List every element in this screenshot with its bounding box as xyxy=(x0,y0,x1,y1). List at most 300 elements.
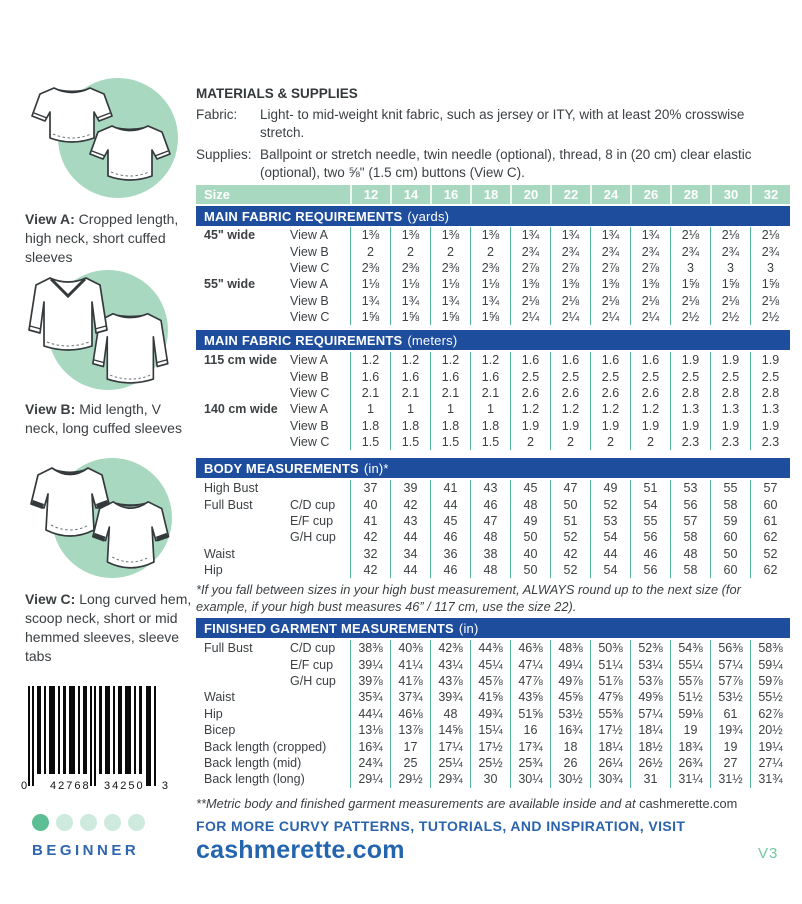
table-row xyxy=(196,293,790,309)
table-cell: 14⅝ xyxy=(430,722,470,738)
table-cell: 2¼ xyxy=(550,309,590,325)
table-cell: 1⅜ xyxy=(350,227,390,243)
row-label xyxy=(204,530,290,544)
table-cell: 1.2 xyxy=(390,352,430,368)
table-cell: 1.9 xyxy=(630,418,670,434)
table-cell: 30½ xyxy=(550,771,590,787)
table-cell: 49⅞ xyxy=(550,673,590,689)
table-cell: 1¾ xyxy=(630,227,670,243)
table-cell: 31¾ xyxy=(750,771,790,787)
table-cell: 44¼ xyxy=(350,706,390,722)
table-cell: 17¾ xyxy=(510,738,550,754)
row-label: 140 cm wide xyxy=(204,402,278,417)
table-cell: 1.3 xyxy=(750,401,790,417)
table-cell: 18½ xyxy=(630,738,670,754)
view-b-desc: Mid length, V neck, long cuffed sleeves xyxy=(25,401,182,437)
table-row xyxy=(196,243,790,259)
table-cell: 56⅜ xyxy=(710,640,750,656)
view-a-label: View A: xyxy=(25,211,75,227)
table-cell: 2 xyxy=(350,243,390,259)
supplies-row xyxy=(196,146,790,182)
view-c-desc: Long curved hem, scoop neck, short or mid hemmed sleeves, sleeve tabs xyxy=(25,591,192,665)
table-cell: 1.2 xyxy=(350,352,390,368)
row-sublabel xyxy=(290,547,350,561)
table-row xyxy=(196,529,790,545)
table-cell: 20½ xyxy=(750,722,790,738)
table-cell: 2¾ xyxy=(630,243,670,259)
table-cell: 2.8 xyxy=(710,385,750,401)
table-cell: 34 xyxy=(390,546,430,562)
table-cell: 58⅜ xyxy=(750,640,790,656)
skill-level-label: BEGINNER xyxy=(32,842,140,859)
supplies-label: Supplies: xyxy=(196,147,252,162)
barcode-digits xyxy=(21,778,168,792)
table-cell: 2 xyxy=(590,434,630,450)
row-sublabel xyxy=(290,563,350,577)
table-body-measurements xyxy=(196,480,790,578)
table-cell: 62 xyxy=(750,562,790,578)
table-cell: 56 xyxy=(670,496,710,512)
view-a-desc: Cropped length, high neck, short cuffed sleeves xyxy=(25,211,179,266)
table-cell: 44 xyxy=(430,496,470,512)
table-cell: 54⅜ xyxy=(670,640,710,656)
table-cell: 1.5 xyxy=(390,434,430,450)
table-cell: 2⅛ xyxy=(750,293,790,309)
table-cell: 2¾ xyxy=(510,243,550,259)
view-b-caption xyxy=(25,400,193,438)
row-sublabel: View A xyxy=(290,353,328,368)
table-cell: 29¾ xyxy=(430,771,470,787)
table-cell: 29¼ xyxy=(350,771,390,787)
table-cell: 24¾ xyxy=(350,755,390,771)
table-cell: 54 xyxy=(590,562,630,578)
row-sublabel xyxy=(290,723,350,737)
table-cell: 2⅜ xyxy=(470,260,510,276)
row-label: 55" wide xyxy=(204,277,256,292)
table-cell: 53⅞ xyxy=(630,673,670,689)
table-cell: 38⅜ xyxy=(350,640,390,656)
barcode xyxy=(21,686,168,798)
row-label: Hip xyxy=(204,706,223,721)
table-cell: 2¾ xyxy=(710,243,750,259)
table-cell: 55½ xyxy=(750,689,790,705)
table-cell: 43 xyxy=(470,480,510,496)
table-cell: 30¼ xyxy=(510,771,550,787)
table-cell: 59 xyxy=(710,513,750,529)
table-cell: 29½ xyxy=(390,771,430,787)
table-row xyxy=(196,401,790,417)
table-cell: 2⅛ xyxy=(750,227,790,243)
table-cell: 2⅜ xyxy=(390,260,430,276)
table-row xyxy=(196,689,790,705)
table-cell: 49 xyxy=(590,480,630,496)
table-cell: 1¾ xyxy=(430,293,470,309)
barcode-digit-lead: 0 xyxy=(21,780,28,792)
table-cell: 2.5 xyxy=(710,368,750,384)
table-cell: 2⅞ xyxy=(630,260,670,276)
barcode-digits-left: 42768 xyxy=(50,780,91,792)
table-cell: 2.5 xyxy=(750,368,790,384)
banner-meters-title: MAIN FABRIC REQUIREMENTS xyxy=(204,332,403,348)
supplies-text: Ballpoint or stretch needle, twin needle (optional), thread, 8 in (20 cm) clear elastic (optional), two ⅝" (1.5 cm) buttons (View C). xyxy=(260,147,752,180)
table-cell: 1.5 xyxy=(470,434,510,450)
metric-footnote xyxy=(196,796,792,813)
table-cell: 1¾ xyxy=(510,227,550,243)
row-label: 45" wide xyxy=(204,228,256,243)
table-cell: 1.9 xyxy=(670,352,710,368)
table-cell: 49¾ xyxy=(470,706,510,722)
table-cell: 2⅜ xyxy=(430,260,470,276)
table-cell: 2¾ xyxy=(550,243,590,259)
table-cell: 2⅛ xyxy=(510,293,550,309)
table-cell: 2 xyxy=(430,243,470,259)
table-cell: 41⅝ xyxy=(470,689,510,705)
table-cell: 3 xyxy=(670,260,710,276)
table-cell: 2 xyxy=(390,243,430,259)
table-cell: 41 xyxy=(350,513,390,529)
row-sublabel: G/H cup xyxy=(290,530,336,545)
table-cell: 1.9 xyxy=(550,418,590,434)
table-row xyxy=(196,640,790,656)
table-cell: 57 xyxy=(750,480,790,496)
barcode-digit-check: 3 xyxy=(161,780,168,792)
table-cell: 42 xyxy=(390,496,430,512)
table-row xyxy=(196,656,790,672)
difficulty-dot-filled xyxy=(32,814,49,831)
table-cell: 2⅛ xyxy=(590,293,630,309)
table-cell: 58 xyxy=(670,529,710,545)
table-cell: 53¼ xyxy=(630,656,670,672)
table-cell: 36 xyxy=(430,546,470,562)
row-sublabel: C/D cup xyxy=(290,641,336,656)
row-label: High Bust xyxy=(204,481,259,496)
table-cell: 37 xyxy=(350,480,390,496)
table-cell: 48 xyxy=(470,529,510,545)
row-sublabel: C/D cup xyxy=(290,497,336,512)
table-cell: 47¼ xyxy=(510,656,550,672)
table-cell: 1.6 xyxy=(390,368,430,384)
table-cell: 44⅜ xyxy=(470,640,510,656)
table-cell: 48⅜ xyxy=(550,640,590,656)
table-cell: 16¾ xyxy=(350,738,390,754)
row-label xyxy=(204,435,290,449)
view-b-label: View B: xyxy=(25,401,76,417)
table-cell: 44 xyxy=(590,546,630,562)
table-cell: 52 xyxy=(550,529,590,545)
table-cell: 2¾ xyxy=(590,243,630,259)
table-cell: 44 xyxy=(390,529,430,545)
table-cell: 2 xyxy=(470,243,510,259)
table-cell: 1.9 xyxy=(750,352,790,368)
table-cell: 1 xyxy=(350,401,390,417)
table-cell: 43⅝ xyxy=(510,689,550,705)
size-col-header: 22 xyxy=(550,185,590,204)
table-cell: 61 xyxy=(710,706,750,722)
view-b-illustration xyxy=(18,262,180,400)
table-cell: 1.2 xyxy=(510,401,550,417)
table-cell: 31 xyxy=(630,771,670,787)
table-cell: 1¾ xyxy=(390,293,430,309)
table-cell: 1⅜ xyxy=(470,227,510,243)
table-cell: 1⅛ xyxy=(390,276,430,292)
row-label: Back length (long) xyxy=(204,772,305,787)
difficulty-dot-empty xyxy=(80,814,97,831)
table-row xyxy=(196,418,790,434)
table-row xyxy=(196,352,790,368)
table-cell: 57¼ xyxy=(630,706,670,722)
table-cell: 1.6 xyxy=(630,352,670,368)
row-label: Back length (mid) xyxy=(204,755,302,770)
table-cell: 2½ xyxy=(710,309,750,325)
table-cell: 26¾ xyxy=(670,755,710,771)
fabric-text: Light- to mid-weight knit fabric, such as jersey or ITY, with at least 20% crosswise stretch. xyxy=(260,107,745,140)
banner-yards xyxy=(196,206,790,226)
table-cell: 40 xyxy=(510,546,550,562)
table-cell: 52 xyxy=(550,562,590,578)
row-sublabel: View C xyxy=(290,435,330,450)
view-c-label: View C: xyxy=(25,591,76,607)
table-cell: 51⅝ xyxy=(510,706,550,722)
table-cell: 1.2 xyxy=(550,401,590,417)
table-cell: 50 xyxy=(710,546,750,562)
table-cell: 55 xyxy=(630,513,670,529)
table-cell: 1⅝ xyxy=(750,276,790,292)
table-row xyxy=(196,738,790,754)
table-finished-measurements xyxy=(196,640,790,788)
banner-meters xyxy=(196,330,790,350)
table-row xyxy=(196,673,790,689)
table-cell: 16¾ xyxy=(550,722,590,738)
table-cell: 2.3 xyxy=(670,434,710,450)
table-cell: 25¼ xyxy=(430,755,470,771)
table-cell: 25 xyxy=(390,755,430,771)
table-cell: 46 xyxy=(430,562,470,578)
row-sublabel xyxy=(290,740,350,754)
banner-meters-unit: (meters) xyxy=(407,332,458,348)
row-label xyxy=(204,245,290,259)
difficulty-dot-empty xyxy=(128,814,145,831)
row-sublabel: E/F cup xyxy=(290,513,334,528)
table-cell: 2¾ xyxy=(670,243,710,259)
table-cell: 50 xyxy=(510,529,550,545)
table-cell: 2 xyxy=(550,434,590,450)
table-cell: 18¼ xyxy=(630,722,670,738)
table-cell: 59⅞ xyxy=(750,673,790,689)
table-cell: 43¼ xyxy=(430,656,470,672)
table-cell: 49 xyxy=(510,513,550,529)
table-row xyxy=(196,722,790,738)
table-cell: 52 xyxy=(750,546,790,562)
table-cell: 2¼ xyxy=(510,309,550,325)
row-label xyxy=(204,658,290,672)
table-cell: 1.5 xyxy=(350,434,390,450)
row-label xyxy=(204,419,290,433)
table-cell: 1.9 xyxy=(510,418,550,434)
table-cell: 57⅞ xyxy=(710,673,750,689)
table-cell: 1.2 xyxy=(630,401,670,417)
table-cell: 41⅞ xyxy=(390,673,430,689)
table-cell: 1⅝ xyxy=(390,309,430,325)
size-header-row xyxy=(196,185,790,204)
table-cell: 16 xyxy=(510,722,550,738)
table-cell: 27¼ xyxy=(750,755,790,771)
table-cell: 1.8 xyxy=(470,418,510,434)
table-cell: 1.6 xyxy=(590,352,630,368)
materials-title: MATERIALS & SUPPLIES xyxy=(196,86,358,101)
table-cell: 1 xyxy=(390,401,430,417)
difficulty-dot-empty xyxy=(104,814,121,831)
table-cell: 2.1 xyxy=(470,385,510,401)
table-cell: 17 xyxy=(390,738,430,754)
view-a-caption xyxy=(25,210,193,267)
table-row xyxy=(196,706,790,722)
row-sublabel xyxy=(290,772,350,786)
table-cell: 2¾ xyxy=(750,243,790,259)
row-label xyxy=(204,261,290,275)
table-cell: 56 xyxy=(630,529,670,545)
table-cell: 18 xyxy=(550,738,590,754)
table-cell: 52⅜ xyxy=(630,640,670,656)
row-label: Back length (cropped) xyxy=(204,739,327,754)
table-cell: 45⅞ xyxy=(470,673,510,689)
table-cell: 40⅜ xyxy=(390,640,430,656)
table-cell: 17½ xyxy=(470,738,510,754)
size-col-header: 28 xyxy=(670,185,710,204)
table-cell: 2⅞ xyxy=(510,260,550,276)
table-cell: 2⅛ xyxy=(710,227,750,243)
table-cell: 1.9 xyxy=(750,418,790,434)
row-label xyxy=(204,514,290,528)
promo-line: FOR MORE CURVY PATTERNS, TUTORIALS, AND INSPIRATION, VISIT xyxy=(196,818,686,834)
banner-finished-title: FINISHED GARMENT MEASUREMENTS xyxy=(204,620,454,636)
table-cell: 13⅛ xyxy=(350,722,390,738)
row-sublabel: View C xyxy=(290,260,330,275)
row-label: Bicep xyxy=(204,723,236,738)
row-label xyxy=(204,310,290,324)
table-cell: 42⅜ xyxy=(430,640,470,656)
table-cell: 1¾ xyxy=(470,293,510,309)
table-cell: 2⅞ xyxy=(550,260,590,276)
size-col-header: 14 xyxy=(390,185,430,204)
size-col-header: 18 xyxy=(470,185,510,204)
table-cell: 1.9 xyxy=(590,418,630,434)
row-label: Waist xyxy=(204,690,235,705)
size-col-header: 20 xyxy=(510,185,550,204)
table-cell: 15¼ xyxy=(470,722,510,738)
table-cell: 55⅞ xyxy=(670,673,710,689)
table-cell: 48 xyxy=(430,706,470,722)
row-sublabel: E/F cup xyxy=(290,657,334,672)
table-cell: 51 xyxy=(550,513,590,529)
table-cell: 57 xyxy=(670,513,710,529)
banner-body-measurements xyxy=(196,458,790,478)
table-cell: 55 xyxy=(710,480,750,496)
banner-yards-unit: (yards) xyxy=(407,208,450,224)
table-cell: 1.3 xyxy=(670,401,710,417)
table-cell: 47 xyxy=(550,480,590,496)
version-tag: V3 xyxy=(758,845,779,862)
table-cell: 42 xyxy=(350,562,390,578)
table-cell: 2.5 xyxy=(590,368,630,384)
row-sublabel: View C xyxy=(290,310,330,325)
table-cell: 38 xyxy=(470,546,510,562)
table-cell: 1.5 xyxy=(430,434,470,450)
table-cell: 2⅞ xyxy=(590,260,630,276)
table-cell: 2⅛ xyxy=(710,293,750,309)
table-cell: 1⅜ xyxy=(630,276,670,292)
table-cell: 2.8 xyxy=(750,385,790,401)
table-cell: 1⅛ xyxy=(470,276,510,292)
view-a-illustration xyxy=(22,68,178,210)
table-cell: 27 xyxy=(710,755,750,771)
table-cell: 3 xyxy=(710,260,750,276)
table-cell: 46 xyxy=(630,546,670,562)
size-col-header: 12 xyxy=(350,185,390,204)
table-cell: 1⅝ xyxy=(430,309,470,325)
table-cell: 52 xyxy=(590,496,630,512)
table-cell: 58 xyxy=(670,562,710,578)
table-yards xyxy=(196,227,790,325)
table-cell: 2.5 xyxy=(630,368,670,384)
table-cell: 47⅝ xyxy=(590,689,630,705)
table-cell: 50 xyxy=(510,562,550,578)
table-cell: 46 xyxy=(470,496,510,512)
table-cell: 39¼ xyxy=(350,656,390,672)
table-cell: 1.2 xyxy=(590,401,630,417)
banner-finished-unit: (in) xyxy=(458,620,479,636)
table-cell: 1.6 xyxy=(510,352,550,368)
table-cell: 39¾ xyxy=(430,689,470,705)
table-row xyxy=(196,496,790,512)
table-cell: 2⅛ xyxy=(670,227,710,243)
row-sublabel xyxy=(290,481,350,495)
table-cell: 41 xyxy=(430,480,470,496)
table-cell: 2.5 xyxy=(670,368,710,384)
size-col-header: 16 xyxy=(430,185,470,204)
fabric-label: Fabric: xyxy=(196,107,238,122)
table-cell: 44 xyxy=(390,562,430,578)
row-sublabel xyxy=(290,756,350,770)
table-cell: 1⅛ xyxy=(430,276,470,292)
table-cell: 1¾ xyxy=(550,227,590,243)
banner-body-unit: (in)* xyxy=(363,460,389,476)
table-cell: 19¼ xyxy=(750,738,790,754)
table-row xyxy=(196,276,790,292)
table-cell: 1⅜ xyxy=(590,276,630,292)
table-cell: 51½ xyxy=(670,689,710,705)
banner-yards-title: MAIN FABRIC REQUIREMENTS xyxy=(204,208,403,224)
table-cell: 40 xyxy=(350,496,390,512)
table-cell: 49¼ xyxy=(550,656,590,672)
table-cell: 37¾ xyxy=(390,689,430,705)
row-sublabel: View B xyxy=(290,418,329,433)
fabric-row xyxy=(196,106,790,142)
size-col-header: 30 xyxy=(710,185,750,204)
table-cell: 60 xyxy=(750,496,790,512)
table-cell: 1⅜ xyxy=(550,276,590,292)
row-sublabel: View B xyxy=(290,293,329,308)
table-cell: 25¾ xyxy=(510,755,550,771)
table-cell: 30¾ xyxy=(590,771,630,787)
table-cell: 19 xyxy=(670,722,710,738)
table-cell: 3 xyxy=(750,260,790,276)
table-cell: 2.6 xyxy=(630,385,670,401)
table-cell: 45 xyxy=(430,513,470,529)
table-cell: 2.6 xyxy=(590,385,630,401)
table-cell: 2 xyxy=(630,434,670,450)
table-cell: 39 xyxy=(390,480,430,496)
table-row xyxy=(196,513,790,529)
